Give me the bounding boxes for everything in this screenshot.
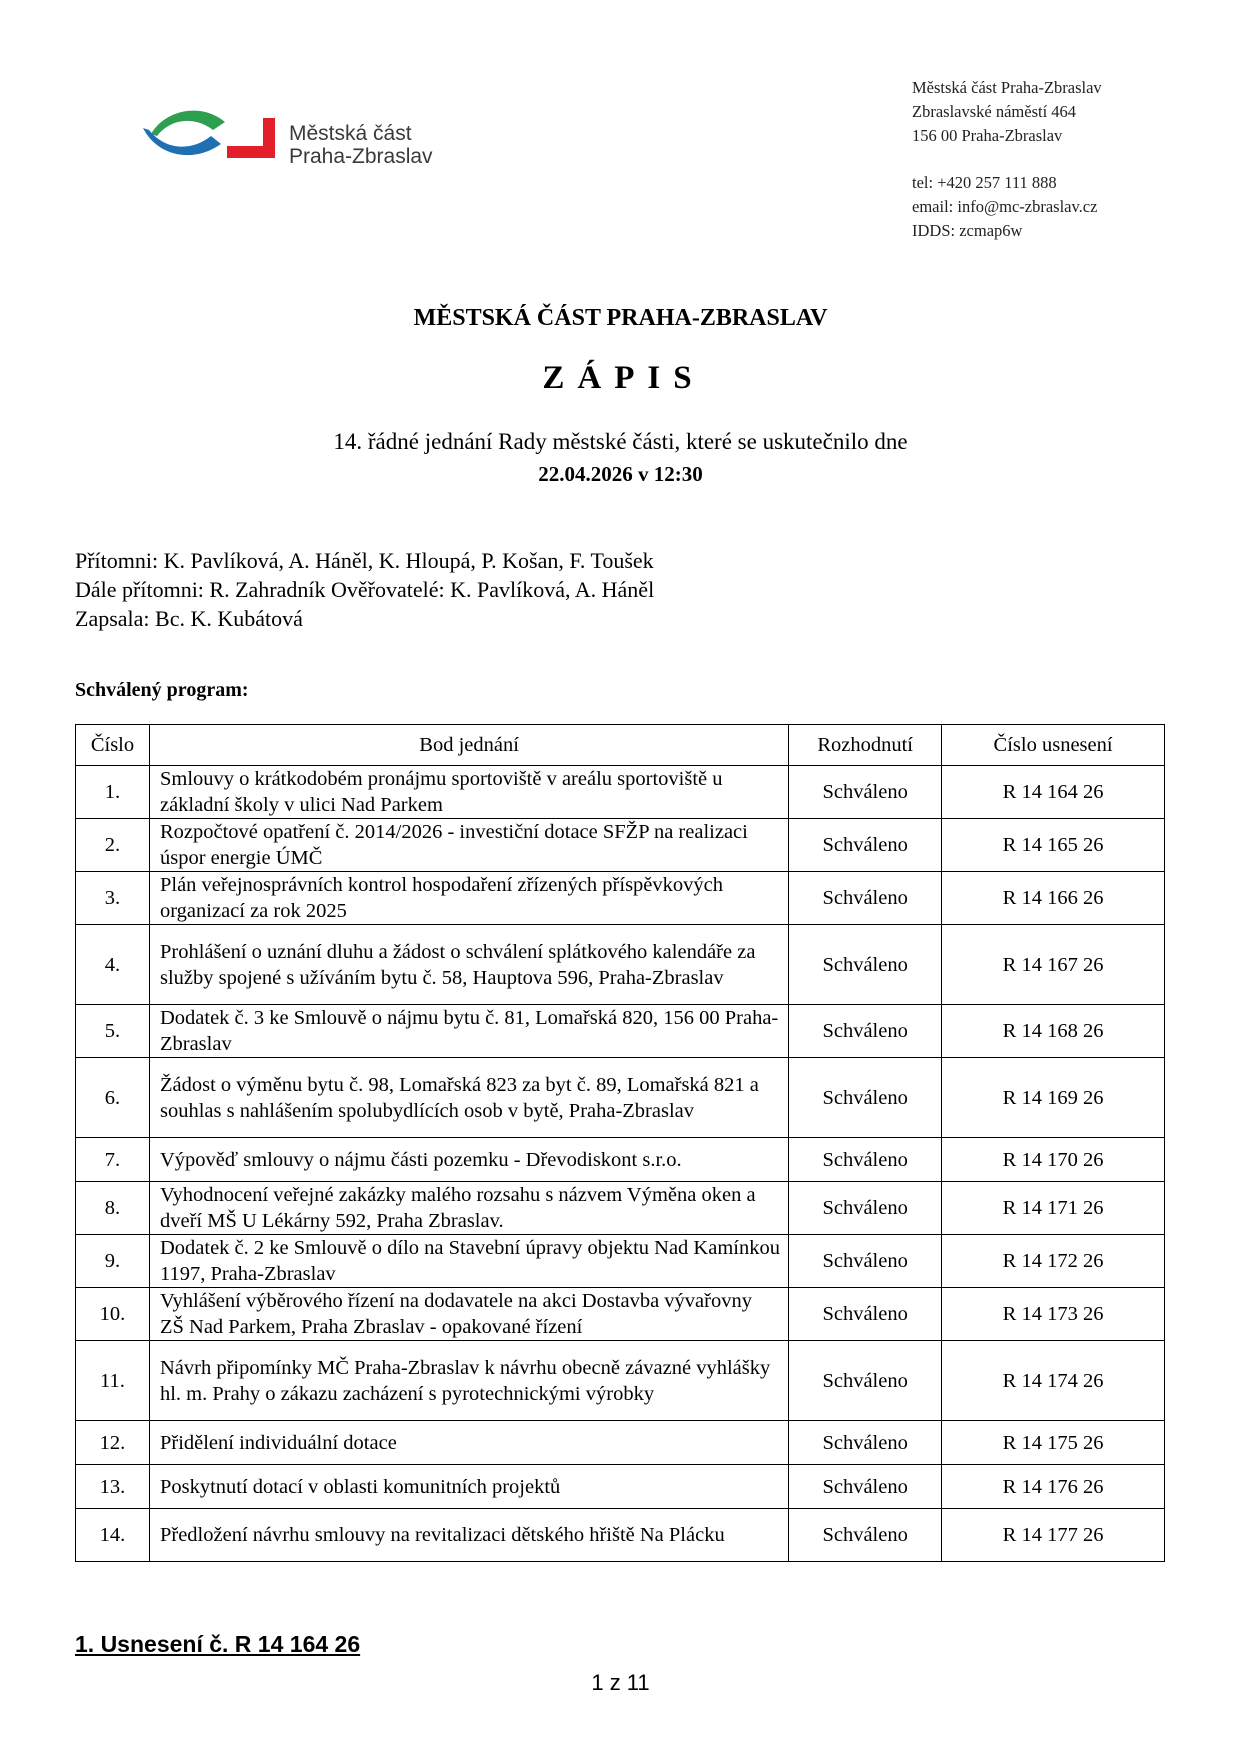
row-item: Výpověď smlouvy o nájmu části pozemku - Dřevodiskont s.r.o. — [149, 1138, 788, 1182]
table-row — [76, 1509, 1165, 1562]
table-row — [76, 1341, 1165, 1421]
row-resolution: R 14 169 26 — [942, 1058, 1165, 1138]
row-number: 3. — [76, 872, 150, 925]
row-number: 7. — [76, 1138, 150, 1182]
row-resolution: R 14 174 26 — [942, 1341, 1165, 1421]
row-resolution: R 14 168 26 — [942, 1005, 1165, 1058]
row-item: Smlouvy o krátkodobém pronájmu sportoviště v areálu sportoviště u základní školy v ulici Nad Parkem — [149, 766, 788, 819]
row-item: Žádost o výměnu bytu č. 98, Lomařská 823 za byt č. 89, Lomařská 821 a souhlas s nahlášením spolubydlících osob v bytě, Praha-Zbraslav — [149, 1058, 788, 1138]
meeting-line: 14. řádné jednání Rady městské části, které se uskutečnilo dne — [333, 429, 908, 454]
row-number: 2. — [76, 819, 150, 872]
row-resolution: R 14 170 26 — [942, 1138, 1165, 1182]
column-header-decision: Rozhodnutí — [789, 725, 942, 766]
row-decision: Schváleno — [789, 1421, 942, 1465]
address-line: Zbraslavské náměstí 464 — [912, 102, 1077, 121]
column-header-resolution: Číslo usnesení — [942, 725, 1165, 766]
row-resolution: R 14 164 26 — [942, 766, 1165, 819]
row-item: Poskytnutí dotací v oblasti komunitních projektů — [149, 1465, 788, 1509]
row-decision: Schváleno — [789, 766, 942, 819]
row-item: Dodatek č. 2 ke Smlouvě o dílo na Stavební úpravy objektu Nad Kamínkou 1197, Praha-Zbraslav — [149, 1235, 788, 1288]
row-number: 13. — [76, 1465, 150, 1509]
row-decision: Schváleno — [789, 1182, 942, 1235]
table-row — [76, 1182, 1165, 1235]
attendance-present: Přítomni: K. Pavlíková, A. Háněl, K. Hloupá, P. Košan, F. Toušek — [75, 548, 654, 573]
table-row — [76, 766, 1165, 819]
table-row — [76, 819, 1165, 872]
row-number: 6. — [76, 1058, 150, 1138]
row-number: 4. — [76, 925, 150, 1005]
meeting-date: 22.04.2026 v 12:30 — [538, 462, 703, 486]
row-item: Vyhodnocení veřejné zakázky malého rozsahu s názvem Výměna oken a dveří MŠ U Lékárny 592, Praha Zbraslav. — [149, 1182, 788, 1235]
meeting-info — [0, 426, 1241, 490]
row-number: 5. — [76, 1005, 150, 1058]
row-resolution: R 14 166 26 — [942, 872, 1165, 925]
row-decision: Schváleno — [789, 1465, 942, 1509]
table-row — [76, 1288, 1165, 1341]
row-decision: Schváleno — [789, 1235, 942, 1288]
attendance-recorder: Zapsala: Bc. K. Kubátová — [75, 606, 303, 631]
program-label: Schválený program: — [75, 679, 249, 701]
organization-title: MĚSTSKÁ ČÁST PRAHA-ZBRASLAV — [413, 305, 828, 331]
idds-line: IDDS: zcmap6w — [912, 221, 1023, 240]
phone-line: tel: +420 257 111 888 — [912, 173, 1057, 192]
email-line: email: info@mc-zbraslav.cz — [912, 197, 1098, 216]
logo-wordmark — [289, 122, 433, 168]
address-line: Městská část Praha-Zbraslav — [912, 78, 1102, 97]
row-decision: Schváleno — [789, 1138, 942, 1182]
column-header-number: Číslo — [76, 725, 150, 766]
row-resolution: R 14 167 26 — [942, 925, 1165, 1005]
row-resolution: R 14 175 26 — [942, 1421, 1165, 1465]
row-item: Předložení návrhu smlouvy na revitalizaci dětského hřiště Na Plácku — [149, 1509, 788, 1562]
row-resolution: R 14 171 26 — [942, 1182, 1165, 1235]
row-number: 10. — [76, 1288, 150, 1341]
row-decision: Schváleno — [789, 872, 942, 925]
office-contact-block — [912, 76, 1102, 243]
row-decision: Schváleno — [789, 1341, 942, 1421]
table-header-row — [76, 725, 1165, 766]
municipality-logo — [143, 100, 473, 170]
resolution-heading: 1. Usnesení č. R 14 164 26 — [75, 1631, 361, 1657]
row-resolution: R 14 172 26 — [942, 1235, 1165, 1288]
row-item: Dodatek č. 3 ke Smlouvě o nájmu bytu č. 81, Lomařská 820, 156 00 Praha-Zbraslav — [149, 1005, 788, 1058]
row-decision: Schváleno — [789, 925, 942, 1005]
table-row — [76, 1005, 1165, 1058]
row-item: Prohlášení o uznání dluhu a žádost o schválení splátkového kalendáře za služby spojené s užíváním bytu č. 58, Hauptova 596, Praha-Zbraslav — [149, 925, 788, 1005]
row-number: 1. — [76, 766, 150, 819]
page-number: 1 z 11 — [591, 1670, 650, 1695]
table-row — [76, 1138, 1165, 1182]
logo-text-line2: Praha-Zbraslav — [289, 145, 433, 168]
row-number: 8. — [76, 1182, 150, 1235]
row-number: 14. — [76, 1509, 150, 1562]
row-item: Vyhlášení výběrového řízení na dodavatele na akci Dostavba vývařovny ZŠ Nad Parkem, Praha Zbraslav - opakované řízení — [149, 1288, 788, 1341]
row-resolution: R 14 165 26 — [942, 819, 1165, 872]
attendance-block — [75, 546, 654, 633]
row-resolution: R 14 176 26 — [942, 1465, 1165, 1509]
table-row — [76, 1421, 1165, 1465]
table-row — [76, 1235, 1165, 1288]
row-number: 11. — [76, 1341, 150, 1421]
column-header-item: Bod jednání — [149, 725, 788, 766]
row-number: 12. — [76, 1421, 150, 1465]
table-row — [76, 925, 1165, 1005]
table-row — [76, 872, 1165, 925]
row-resolution: R 14 177 26 — [942, 1509, 1165, 1562]
row-decision: Schváleno — [789, 1058, 942, 1138]
row-item: Plán veřejnosprávních kontrol hospodaření zřízených příspěvkových organizací za rok 2025 — [149, 872, 788, 925]
program-table — [75, 724, 1165, 1562]
row-item: Rozpočtové opatření č. 2014/2026 - investiční dotace SFŽP na realizaci úspor energie ÚMČ — [149, 819, 788, 872]
table-row — [76, 1465, 1165, 1509]
row-decision: Schváleno — [789, 819, 942, 872]
row-decision: Schváleno — [789, 1005, 942, 1058]
row-item: Přidělení individuální dotace — [149, 1421, 788, 1465]
row-decision: Schváleno — [789, 1288, 942, 1341]
row-number: 9. — [76, 1235, 150, 1288]
document-title: ZÁPIS — [542, 360, 705, 396]
row-item: Návrh připomínky MČ Praha-Zbraslav k návrhu obecně závazné vyhlášky hl. m. Prahy o zákazu zacházení s pyrotechnickými výrobky — [149, 1341, 788, 1421]
spacer — [912, 148, 1102, 171]
row-decision: Schváleno — [789, 1509, 942, 1562]
attendance-others: Dále přítomni: R. Zahradník Ověřovatelé: K. Pavlíková, A. Háněl — [75, 577, 655, 602]
logo-text-line1: Městská část — [289, 122, 412, 145]
table-row — [76, 1058, 1165, 1138]
program-table-body — [76, 766, 1165, 1562]
municipality-logo-mark-icon — [143, 100, 283, 170]
row-resolution: R 14 173 26 — [942, 1288, 1165, 1341]
address-line: 156 00 Praha-Zbraslav — [912, 126, 1063, 145]
